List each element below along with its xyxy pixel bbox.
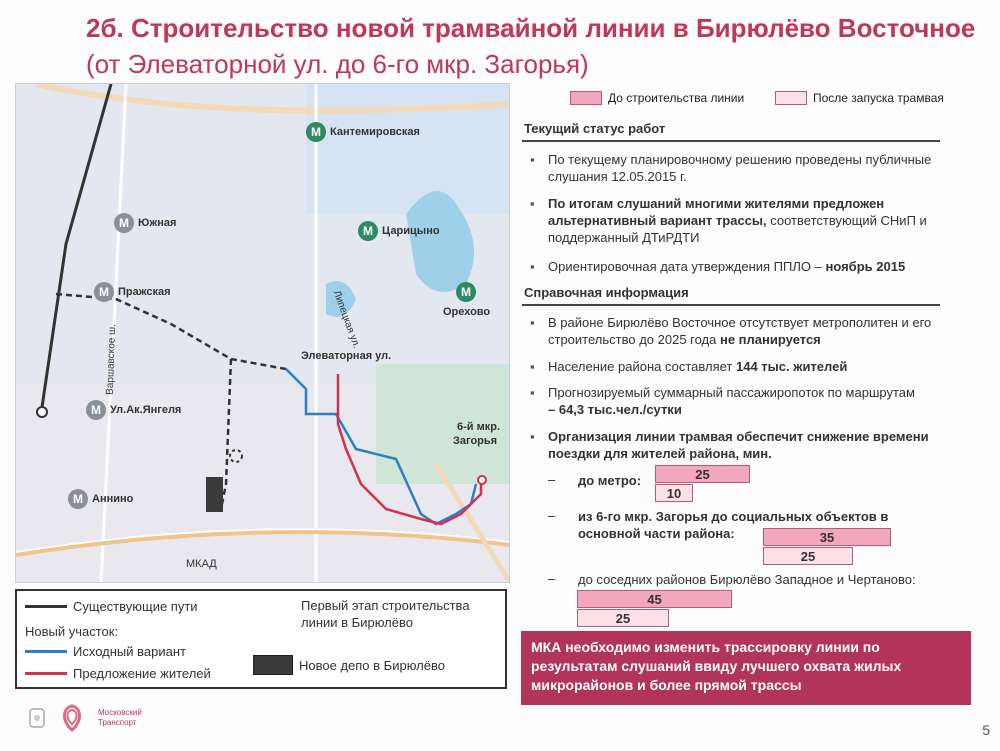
metro-label: Аннино [92,493,134,505]
metro-tsaritsyno [358,221,440,241]
depot [206,477,223,512]
legend-existing-label: Существующие пути [73,599,198,614]
status-bullet-3 [532,258,972,275]
status-divider [522,140,940,142]
legend-new-section [25,624,118,639]
ref-b1-normal: В районе Бирюлёво Восточное отсутствует метрополитен и его строительство до 2025 года [548,315,932,347]
bar-neighbors-after-value: 25 [615,610,631,626]
logo-text-1: Московский [98,708,142,717]
logo-text-2: Транспорт [98,718,137,727]
legend-line-residents [25,672,67,675]
metro-orekhovo [456,282,476,302]
title-bold: 2б. Строительство новой трамвайной линии в Бирюлёво Восточное [86,13,976,43]
ref-b3-bold: – 64,3 тыс.чел./сутки [548,402,682,417]
reference-bullet-4-text: ▪ Организация линии трамвая обеспечит снижение времени поездки для жителей района, мин. [548,429,929,461]
status-bullet-1 [532,151,972,185]
dash-metro: – [548,472,556,487]
status-b2-normal: соответствующий СНиП и поддержанный ДТиРДТИ [548,213,927,245]
metro-icon: М [94,282,114,302]
legend-residents [25,666,211,681]
bar-neighbors-before [577,590,732,608]
status-b3-bold: ноябрь 2015 [825,259,906,274]
status-b3-normal: Ориентировочная дата утверждения ППЛО – [548,259,826,274]
reference-bullet-1-text [548,314,972,348]
legend-line-original [25,650,67,653]
status-bullet-3-text [548,258,972,275]
status-bullet-2-text [548,195,972,246]
moscow-emblem-icon [28,707,46,729]
status-bullet-2 [532,195,972,246]
elevatornaya-label: Элеваторная ул. [301,350,392,362]
reference-bullet-4 [532,428,972,462]
mkad-label: МКАД [186,558,217,570]
legend-residents-label: Предложение жителей [73,666,211,681]
ref-b2-normal: Население района составляет [548,359,736,374]
map [15,83,510,583]
reference-heading: Справочная информация [524,285,689,300]
legend-first-stage-1: Первый этап строительства [301,598,470,613]
swatch-after [775,91,807,105]
metro-kantemirovskaya [306,122,420,142]
metro-yuzhnaya [114,213,176,233]
page-number: 5 [982,722,990,738]
bar-metro-before [655,465,750,483]
legend-depot-label: Новое депо в Бирюлёво [299,657,445,673]
dash-neighbors: – [548,571,556,586]
trip-social-label-2: основной части района: [578,526,735,541]
reference-bullet-2 [532,358,972,375]
legend-depot-swatch [253,655,293,675]
dash-social: – [548,508,556,523]
metro-label: Южная [138,217,177,229]
reference-bullet-3 [532,384,972,418]
bar-metro-after [655,484,693,502]
metro-label: Пражская [118,286,171,298]
metro-prazhskaya [94,282,171,302]
legend-depot [253,655,445,675]
page-title [86,10,986,82]
varshavskoe-label: Варшавское ш. [104,323,119,396]
ref-b3-normal: Прогнозируемый суммарный пассажиропоток по маршрутам [548,385,915,400]
legend-after [775,91,944,105]
bar-social-after-value: 25 [800,548,816,564]
reference-bullet-1 [532,314,972,348]
bar-social-before-value: 35 [819,529,835,545]
legend-original [25,644,186,659]
bar-neighbors-before-value: 45 [647,591,662,607]
ref-b2-bold: 144 тыс. жителей [736,359,848,374]
metro-label: Ул.Ак.Янгеля [110,404,182,416]
metro-icon: М [306,122,326,142]
trip-social-label-1: из 6-го мкр. Загорья до социальных объектов в [578,509,889,524]
metro-icon: М [86,400,106,420]
trip-neighbors-label: до соседних районов Бирюлёво Западное и Чертаново: [578,572,916,587]
metro-orekhovo-label: Орехово [443,306,491,318]
map-legend [15,589,507,689]
legend-after-label: После запуска трамвая [813,91,944,105]
status-bullet-1-text: ▪ По текущему планировочному решению проведены публичные слушания 12.05.2015 г. [548,152,932,184]
legend-line-existing [25,605,67,608]
legend-first-stage [301,597,501,631]
reference-divider [522,304,940,306]
status-heading: Текущий статус работ [524,121,666,136]
metro-icon: М [114,213,134,233]
ref-b1-bold: не планируется [719,332,821,347]
trip-metro-label: до метро: [578,473,642,488]
reference-bullet-3-text [548,384,972,418]
footer-logos [28,700,142,736]
metro-icon: М [358,221,378,241]
zagorye-label-1: 6-й мкр. [457,421,501,433]
legend-existing [25,599,198,614]
legend-before-label: До строительства линии [608,91,745,105]
moscow-transport-wordmark [98,708,142,728]
title-normal: (от Элеваторной ул. до 6-го мкр. Загорья) [86,49,589,79]
metro-icon: М [68,489,88,509]
legend-first-stage-2: линии в Бирюлёво [301,615,413,630]
metro-icon: М [456,282,476,302]
reference-bullet-2-text [548,358,972,375]
legend-new-section-label: Новый участок: [25,624,119,639]
metro-label: Кантемировская [330,126,420,138]
zagorye-label-2: Загорья [453,435,498,447]
bar-neighbors-after [577,609,669,627]
conclusion-banner: МКА необходимо изменить трассировку линии по результатам слушаний ввиду лучшего охвата жилых микрорайонов и более прямой трассы [521,631,971,705]
bar-metro-after-value: 10 [666,485,682,501]
metro-label: Царицыно [382,225,440,237]
legend-before [570,91,744,105]
legend-original-label: Исходный вариант [73,644,186,659]
metro-annino [68,489,133,509]
bar-social-before [763,528,891,546]
moscow-transport-logo-icon [54,700,90,736]
bar-social-after [763,547,853,565]
lipetskaya-label: Липецкая ул. [330,289,362,350]
status-b2-bold: По итогам слушаний многими жителями предложен альтернативный вариант трассы, [548,196,885,228]
swatch-before [570,91,602,105]
bar-metro-before-value: 25 [695,466,710,482]
metro-yangelya [86,400,181,420]
